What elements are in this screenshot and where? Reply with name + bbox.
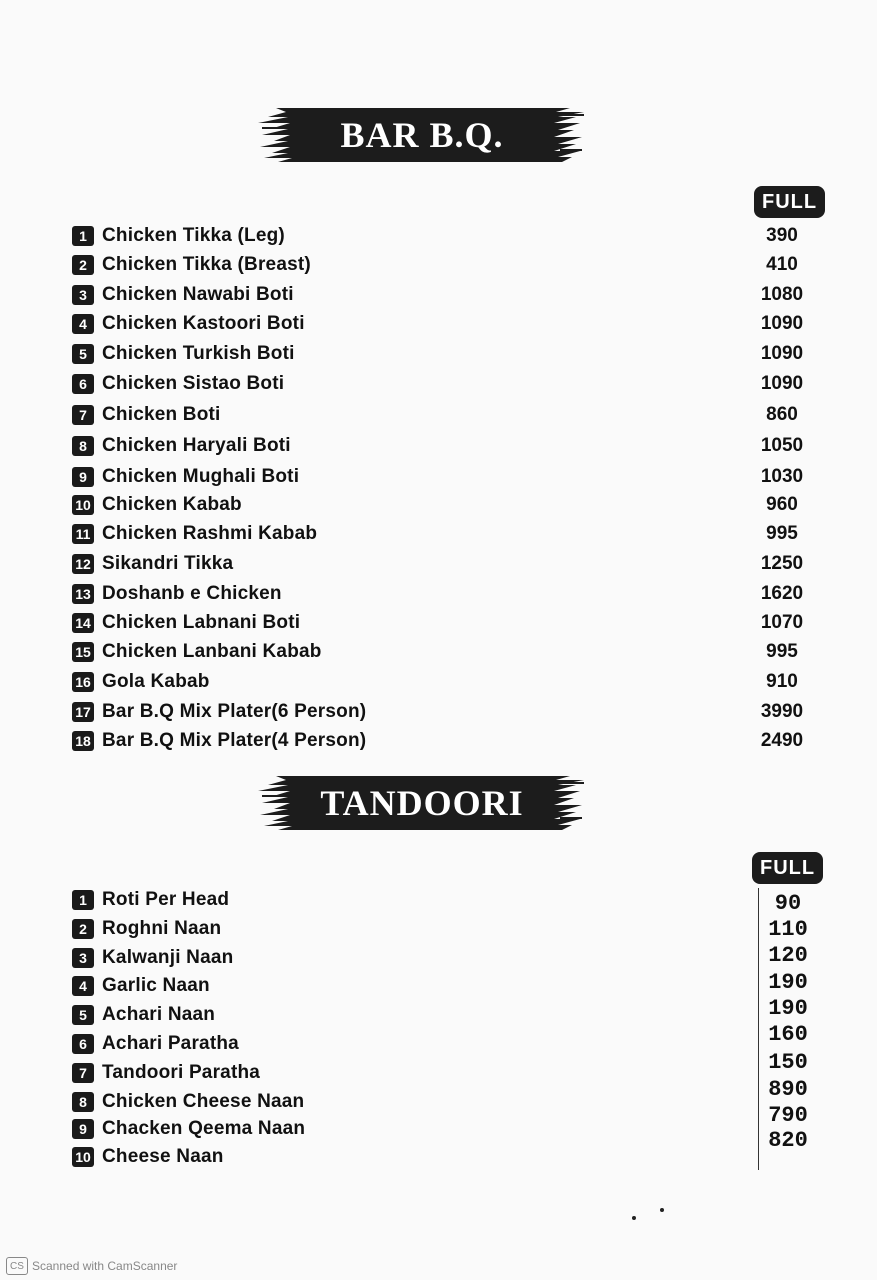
item-price: 2490 (760, 730, 804, 751)
item-number-badge: 5 (72, 344, 94, 364)
item-price: 995 (766, 641, 798, 662)
menu-item-row (72, 944, 472, 972)
item-name: Chicken Turkish Boti (102, 343, 295, 364)
item-name: Bar B.Q Mix Plater(6 Person) (102, 701, 367, 722)
item-price: 1070 (760, 612, 804, 633)
menu-item-row (72, 638, 812, 666)
menu-item-row (72, 698, 812, 726)
item-number-badge: 4 (72, 314, 94, 334)
item-price: 1090 (760, 373, 804, 394)
tandoori-banner (258, 772, 586, 834)
menu-item-row (72, 550, 812, 578)
item-name: Cheese Naan (102, 1146, 224, 1167)
item-price: 860 (766, 404, 798, 425)
item-price: 1620 (760, 583, 804, 604)
item-number-badge: 5 (72, 1005, 94, 1025)
item-number-badge: 4 (72, 976, 94, 996)
item-number-badge: 9 (72, 1119, 94, 1139)
item-number-badge: 13 (72, 584, 94, 604)
item-number-badge: 6 (72, 1034, 94, 1054)
item-number-badge: 2 (72, 255, 94, 275)
camscanner-logo: CS (6, 1257, 28, 1275)
item-number-badge: 10 (72, 1147, 94, 1167)
watermark-text: Scanned with CamScanner (32, 1259, 178, 1273)
menu-item-row (72, 972, 472, 1000)
menu-item-row (72, 609, 812, 637)
item-name: Chicken Tikka (Leg) (102, 225, 285, 246)
item-number-badge: 11 (72, 524, 94, 544)
item-price: 1050 (760, 435, 804, 456)
item-number-badge: 3 (72, 285, 94, 305)
item-name: Bar B.Q Mix Plater(4 Person) (102, 730, 367, 751)
menu-item-row (72, 310, 812, 338)
tandoori-title: TANDOORI (320, 783, 524, 823)
menu-item-row (72, 222, 812, 250)
item-name: Chicken Rashmi Kabab (102, 523, 318, 544)
item-price: 1090 (760, 343, 804, 364)
item-price: 190 (768, 996, 808, 1021)
menu-item-row (72, 886, 472, 914)
item-name: Roghni Naan (102, 918, 222, 939)
item-number-badge: 3 (72, 948, 94, 968)
menu-item-row (72, 1115, 472, 1143)
menu-item-row (72, 491, 812, 519)
menu-item-row (72, 915, 472, 943)
item-number-badge: 10 (72, 495, 94, 515)
menu-item-row (72, 401, 812, 429)
item-name: Doshanb e Chicken (102, 583, 282, 604)
item-price: 390 (766, 225, 798, 246)
item-name: Chicken Kastoori Boti (102, 313, 305, 334)
item-number-badge: 8 (72, 1092, 94, 1112)
item-price: 960 (766, 494, 798, 515)
item-number-badge: 7 (72, 1063, 94, 1083)
barbq-title: BAR B.Q. (340, 115, 504, 155)
menu-item-row (72, 251, 812, 279)
barbq-banner (258, 104, 586, 166)
item-name: Chicken Tikka (Breast) (102, 254, 311, 275)
item-price: 120 (768, 943, 808, 968)
item-number-badge: 17 (72, 702, 94, 722)
item-price: 150 (768, 1050, 808, 1075)
item-price: 1080 (760, 284, 804, 305)
item-name: Tandoori Paratha (102, 1062, 261, 1083)
item-price: 820 (768, 1128, 808, 1153)
item-price: 1250 (760, 553, 804, 574)
item-name: Chicken Lanbani Kabab (102, 641, 322, 662)
item-price: 3990 (760, 701, 804, 722)
item-name: Chicken Kabab (102, 494, 242, 515)
menu-item-row (72, 520, 812, 548)
menu-item-row (72, 580, 812, 608)
item-name: Chicken Nawabi Boti (102, 284, 294, 305)
menu-item-row (72, 1088, 472, 1116)
item-name: Chicken Cheese Naan (102, 1091, 305, 1112)
barbq-full-badge: FULL (754, 186, 825, 218)
item-number-badge: 1 (72, 890, 94, 910)
menu-item-row (72, 1030, 472, 1058)
item-number-badge: 16 (72, 672, 94, 692)
menu-item-row (72, 281, 812, 309)
item-price: 1090 (760, 313, 804, 334)
item-name: Garlic Naan (102, 975, 210, 996)
item-name: Chacken Qeema Naan (102, 1118, 306, 1139)
item-price: 1030 (760, 466, 804, 487)
item-number-badge: 2 (72, 919, 94, 939)
item-name: Chicken Haryali Boti (102, 435, 291, 456)
item-number-badge: 12 (72, 554, 94, 574)
item-number-badge: 8 (72, 436, 94, 456)
menu-item-row (72, 1059, 472, 1087)
item-price: 790 (768, 1103, 808, 1128)
item-name: Chicken Sistao Boti (102, 373, 285, 394)
item-price: 410 (766, 254, 798, 275)
menu-item-row (72, 463, 812, 491)
item-price: 160 (768, 1022, 808, 1047)
speck (632, 1216, 636, 1220)
item-price: 90 (774, 891, 802, 916)
item-name: Achari Paratha (102, 1033, 239, 1054)
item-number-badge: 9 (72, 467, 94, 487)
item-number-badge: 14 (72, 613, 94, 633)
item-price: 190 (768, 970, 808, 995)
item-price: 910 (766, 671, 798, 692)
item-price: 890 (768, 1077, 808, 1102)
menu-item-row (72, 370, 812, 398)
item-price: 995 (766, 523, 798, 544)
item-number-badge: 1 (72, 226, 94, 246)
item-name: Sikandri Tikka (102, 553, 234, 574)
item-name: Chicken Mughali Boti (102, 466, 300, 487)
item-name: Chicken Boti (102, 404, 221, 425)
item-price: 110 (768, 917, 808, 942)
menu-item-row (72, 1001, 472, 1029)
menu-item-row (72, 727, 812, 755)
item-number-badge: 7 (72, 405, 94, 425)
menu-item-row (72, 432, 812, 460)
menu-item-row (72, 340, 812, 368)
menu-item-row (72, 1143, 472, 1171)
item-name: Kalwanji Naan (102, 947, 234, 968)
item-name: Chicken Labnani Boti (102, 612, 301, 633)
item-name: Achari Naan (102, 1004, 216, 1025)
item-name: Roti Per Head (102, 889, 230, 910)
item-number-badge: 18 (72, 731, 94, 751)
item-number-badge: 6 (72, 374, 94, 394)
tandoori-full-badge: FULL (752, 852, 823, 884)
menu-item-row (72, 668, 812, 696)
item-number-badge: 15 (72, 642, 94, 662)
item-name: Gola Kabab (102, 671, 210, 692)
speck (660, 1208, 664, 1212)
scanner-watermark (6, 1257, 177, 1275)
